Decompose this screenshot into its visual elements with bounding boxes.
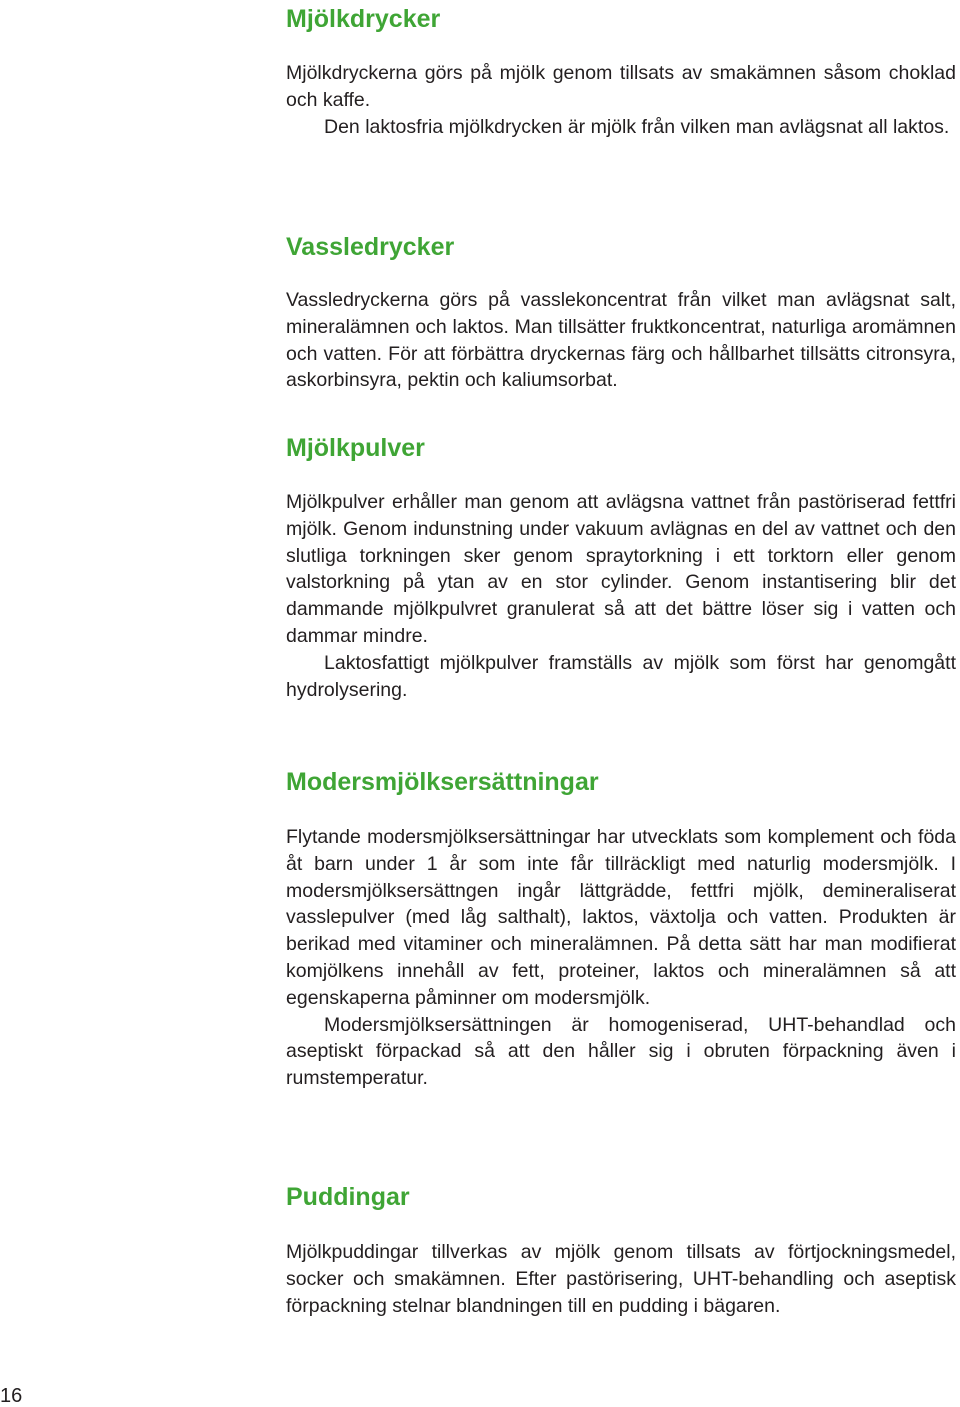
section-puddingar	[286, 1182, 956, 1319]
section-mjolkdrycker	[286, 4, 956, 140]
paragraph: Laktosfattigt mjölkpulver framställs av mjölk som först har genomgått hydrolysering.	[286, 651, 956, 701]
paragraph: Den laktosfria mjölkdrycken är mjölk från vilken man avlägsnat all laktos.	[324, 115, 950, 138]
page-number: 16	[0, 1385, 23, 1407]
paragraph: Mjölkdryckerna görs på mjölk genom tillsats av smakämnen såsom choklad och kaffe.	[286, 62, 956, 111]
section-vassledrycker	[286, 232, 956, 394]
section-mjolkpulver	[286, 433, 956, 703]
paragraph: Flytande modersmjölksersättningar har utvecklats som komplement och föda åt barn under 1 år som inte får tillräckligt med naturlig modersmjölk. I modersmjölksersättngen ingår lättgrädde, fettfri mjölk, demineraliserat vasslepulver (med låg salthalt), laktos, växtolja och vatten. Produkten är berikad med vitaminer och mineralämnen. På detta sätt har man modifierat komjölkens innehåll av fett, proteiner, laktos och mineralämnen så att egenskaperna påminner om modersmjölk.	[286, 826, 956, 1009]
section-modersmjolksersattningar	[286, 767, 956, 1092]
section-heading: Modersmjölksersättningar	[286, 768, 599, 796]
paragraph: Mjölkpulver erhåller man genom att avlägsna vattnet från pastöriserad fettfri mjölk. Genom indunstning under vakuum avlägnas en del av vattnet och den slutliga torkningen sker genom spraytorkning i ett torktorn eller genom valstorkning på ytan av en stor cylinder. Genom instantisering blir det dammande mjölkpulvret granulerat så att det bättre löser sig i vatten och dammar mindre.	[286, 491, 956, 647]
section-heading: Mjölkpulver	[286, 434, 425, 462]
paragraph: Vassledryckerna görs på vasslekoncentrat från vilket man avlägsnat salt, mineralämnen och laktos. Man tillsätter fruktkoncentrat, naturliga aromämnen och vatten. För att förbättra dryckernas färg och hållbarhet tillsätts citronsyra, askorbinsyra, pektin och kaliumsorbat.	[286, 289, 956, 392]
section-heading: Mjölkdrycker	[286, 5, 441, 33]
section-heading: Vassledrycker	[286, 233, 455, 261]
paragraph: Modersmjölksersättningen är homogeniserad, UHT-behandlad och aseptiskt förpackad så att den håller sig i obruten förpackning även i rumstemperatur.	[286, 1013, 956, 1090]
paragraph: Mjölkpuddingar tillverkas av mjölk genom tillsats av förtjockningsmedel, socker och smakämnen. Efter pastörisering, UHT-behandling och aseptisk förpackning stelnar blandningen till en pudding i bägaren.	[286, 1241, 956, 1317]
section-heading: Puddingar	[286, 1183, 410, 1211]
